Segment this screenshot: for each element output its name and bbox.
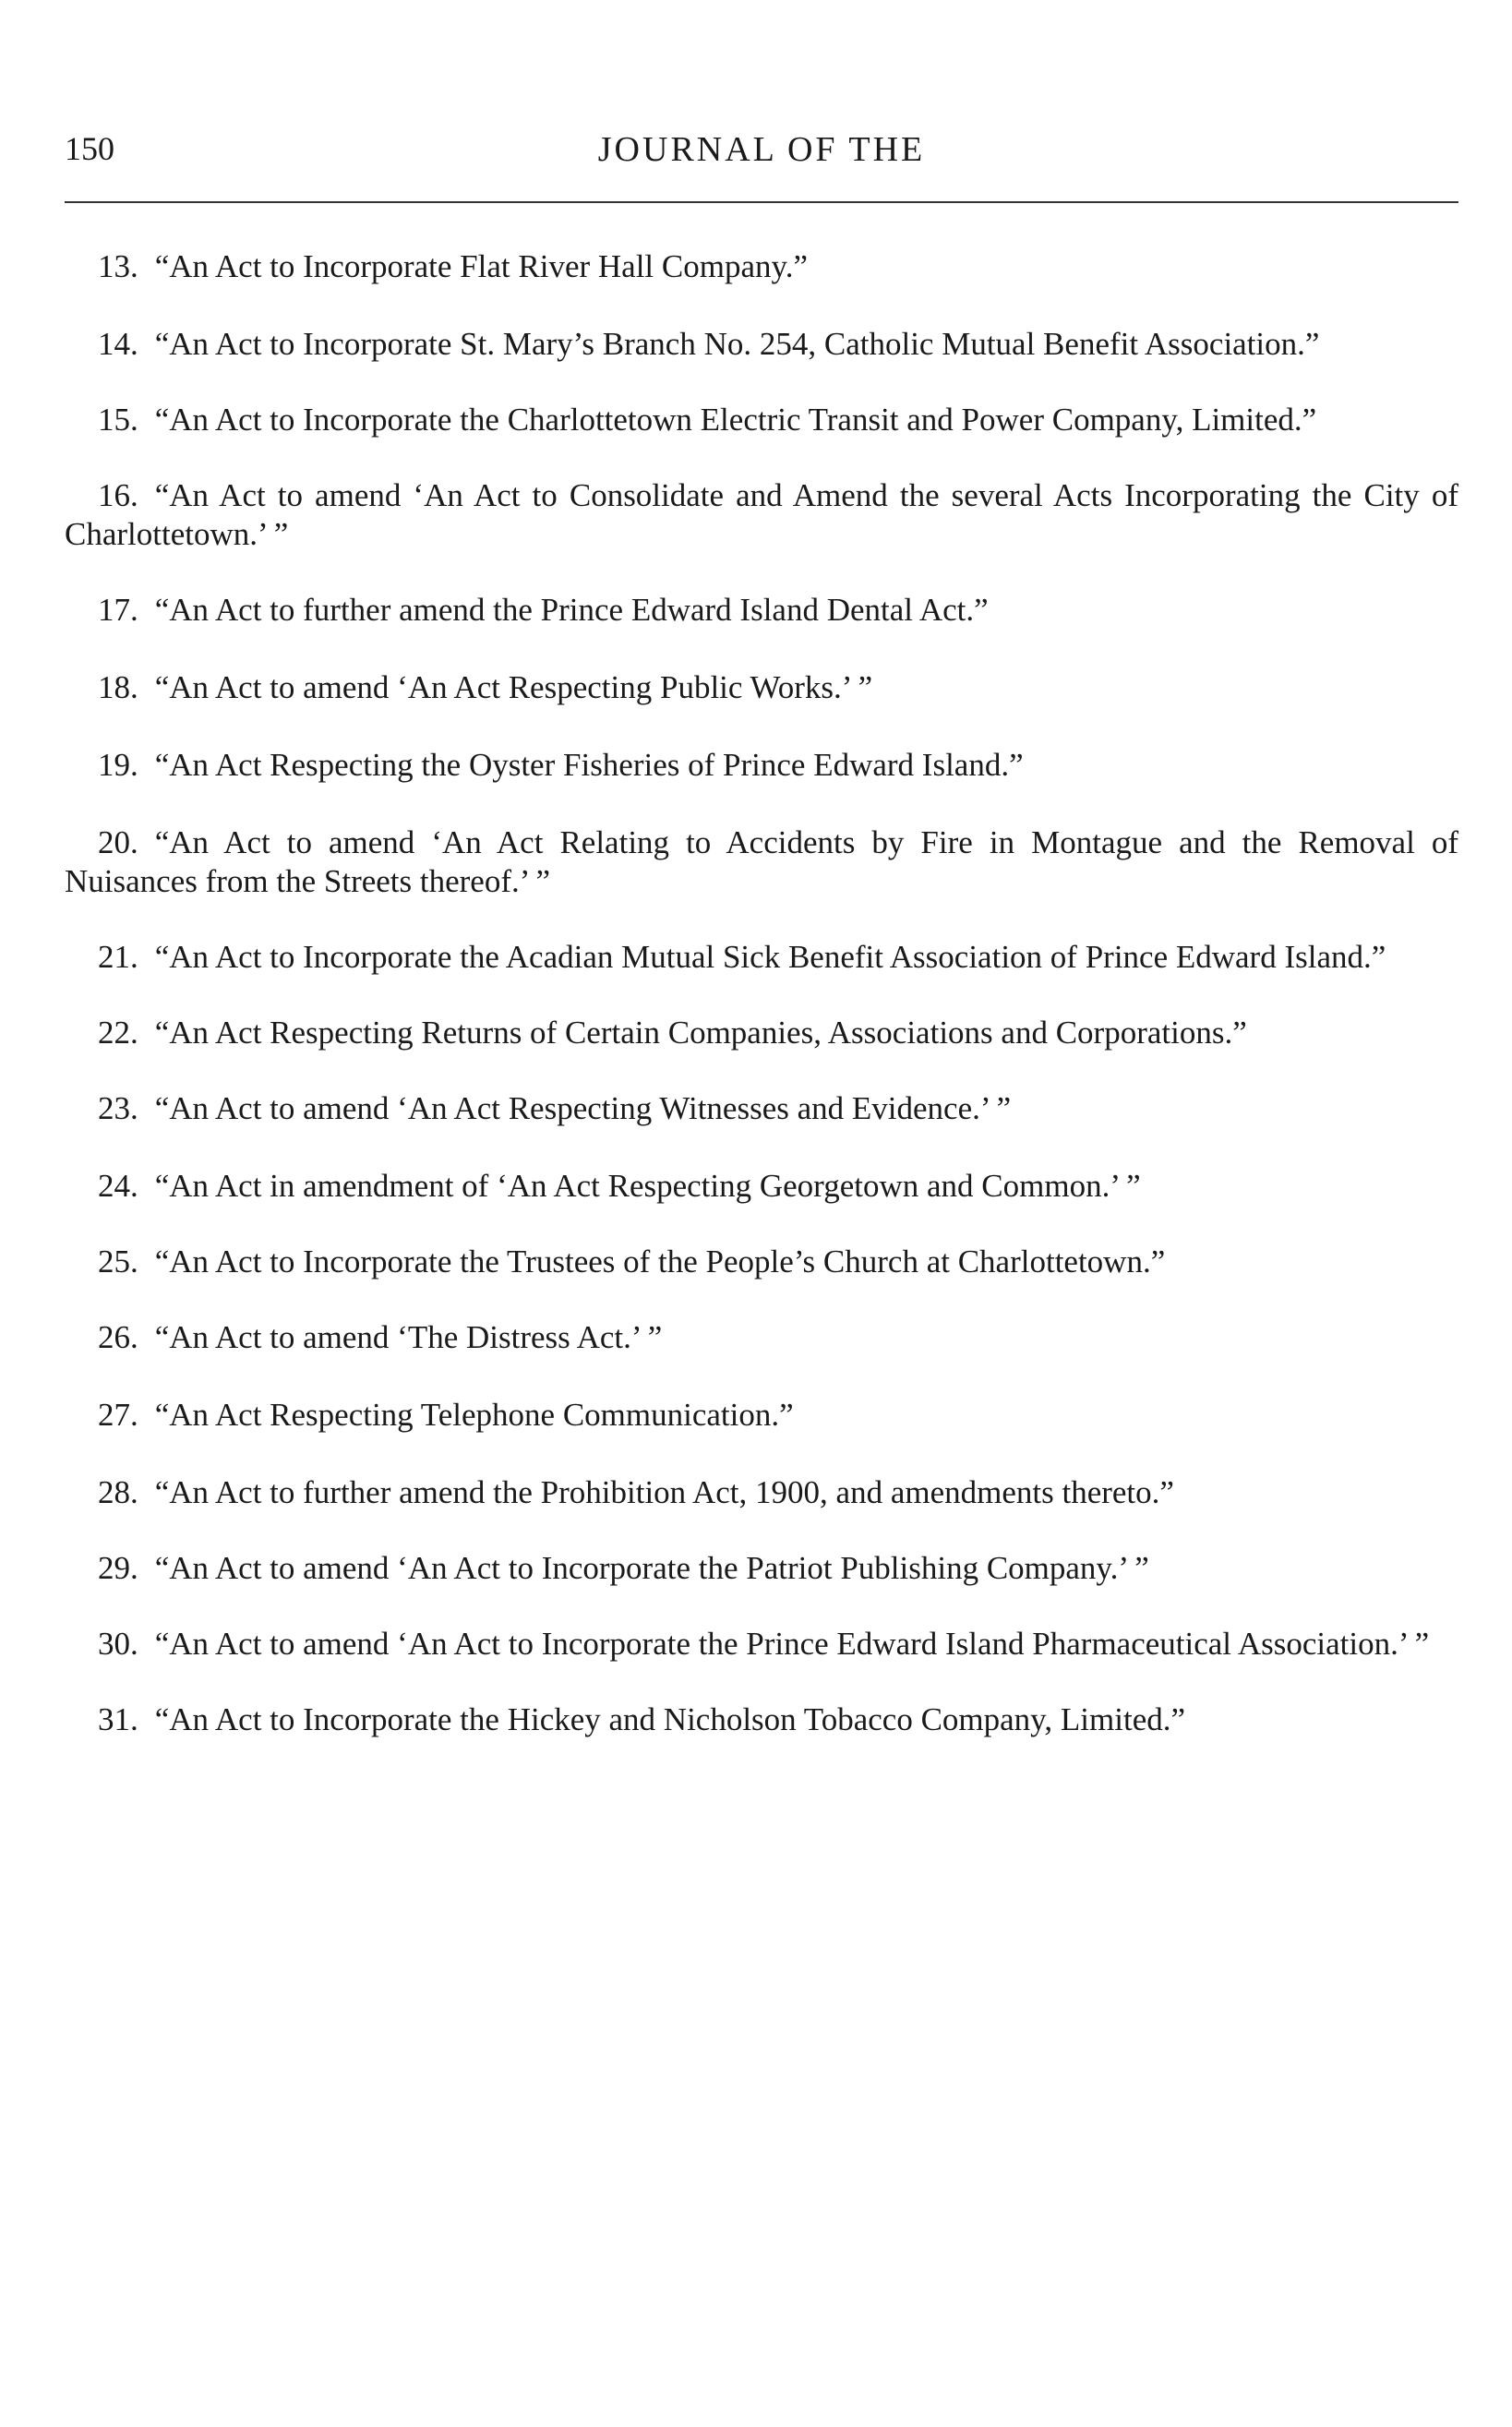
- entry-text: “An Act to Incorporate St. Mary’s Branch No. 254, Catholic Mutual Benefit Association.”: [154, 326, 1320, 362]
- act-entry-16: [65, 476, 1458, 554]
- page-number: 150: [65, 130, 114, 167]
- entry-text: “An Act Respecting Telephone Communication.”: [154, 1397, 794, 1433]
- entry-number: 28.: [98, 1474, 138, 1510]
- entry-number: 19.: [98, 747, 138, 783]
- act-entry-20: [65, 823, 1458, 901]
- entry-number: 22.: [98, 1015, 138, 1051]
- header-rule: [65, 201, 1458, 203]
- entry-text: “An Act to amend ‘An Act Relating to Accidents by Fire in Montague and the Removal of Nuisances from the Streets thereof.’ ”: [65, 824, 1458, 899]
- entry-number: 25.: [98, 1244, 138, 1280]
- entry-number: 15.: [98, 402, 138, 438]
- act-entry-21: [65, 938, 1458, 977]
- act-list: [65, 247, 1458, 1776]
- entry-text: “An Act to amend ‘An Act to Consolidate and Amend the several Acts Incorporating the City of Charlottetown.’ ”: [65, 477, 1458, 552]
- entry-number: 14.: [98, 326, 138, 362]
- act-entry-15: [65, 401, 1458, 439]
- act-entry-17: [65, 591, 1458, 630]
- page-header: [65, 129, 1458, 185]
- act-entry-30: [65, 1625, 1458, 1664]
- act-entry-22: [65, 1014, 1458, 1052]
- act-entry-18: [65, 668, 1458, 707]
- act-entry-19: [65, 746, 1458, 785]
- entry-text: “An Act Respecting the Oyster Fisheries of Prince Edward Island.”: [154, 747, 1024, 783]
- act-entry-28: [65, 1473, 1458, 1512]
- act-entry-25: [65, 1243, 1458, 1281]
- entry-text: “An Act to amend ‘An Act Respecting Public Works.’ ”: [154, 669, 873, 705]
- entry-text: “An Act to Incorporate the Acadian Mutual Sick Benefit Association of Prince Edward Island.”: [154, 939, 1386, 975]
- entry-number: 24.: [98, 1168, 138, 1204]
- entry-text: “An Act to amend ‘The Distress Act.’ ”: [154, 1319, 663, 1355]
- entry-text: “An Act to further amend the Prince Edward Island Dental Act.”: [154, 592, 989, 628]
- act-entry-13: [65, 247, 1458, 286]
- entry-text: “An Act to amend ‘An Act Respecting Witnesses and Evidence.’ ”: [154, 1090, 1012, 1126]
- entry-number: 23.: [98, 1090, 138, 1126]
- act-entry-23: [65, 1089, 1458, 1128]
- entry-number: 20.: [98, 824, 138, 860]
- entry-number: 13.: [98, 248, 138, 284]
- entry-number: 27.: [98, 1397, 138, 1433]
- entry-text: “An Act to Incorporate the Charlottetown Electric Transit and Power Company, Limited.”: [154, 402, 1317, 438]
- entry-text: “An Act Respecting Returns of Certain Companies, Associations and Corporations.”: [154, 1015, 1247, 1051]
- entry-text: “An Act to Incorporate Flat River Hall Company.”: [154, 248, 809, 284]
- entry-text: “An Act in amendment of ‘An Act Respecting Georgetown and Common.’ ”: [154, 1168, 1141, 1204]
- entry-number: 26.: [98, 1319, 138, 1355]
- act-entry-26: [65, 1318, 1458, 1357]
- entry-number: 30.: [98, 1626, 138, 1662]
- act-entry-29: [65, 1549, 1458, 1588]
- entry-number: 18.: [98, 669, 138, 705]
- act-entry-27: [65, 1396, 1458, 1435]
- entry-text: “An Act to further amend the Prohibition Act, 1900, and amendments thereto.”: [154, 1474, 1174, 1510]
- entry-text: “An Act to Incorporate the Hickey and Nicholson Tobacco Company, Limited.”: [154, 1701, 1186, 1737]
- act-entry-24: [65, 1167, 1458, 1206]
- act-entry-31: [65, 1700, 1458, 1739]
- entry-number: 16.: [98, 477, 138, 513]
- entry-number: 31.: [98, 1701, 138, 1737]
- entry-text: “An Act to Incorporate the Trustees of the People’s Church at Charlottetown.”: [154, 1244, 1166, 1280]
- entry-text: “An Act to amend ‘An Act to Incorporate the Prince Edward Island Pharmaceutical Association.’ ”: [154, 1626, 1430, 1662]
- entry-number: 21.: [98, 939, 138, 975]
- entry-number: 29.: [98, 1550, 138, 1586]
- act-entry-14: [65, 325, 1458, 364]
- entry-text: “An Act to amend ‘An Act to Incorporate the Patriot Publishing Company.’ ”: [154, 1550, 1149, 1586]
- running-head: JOURNAL OF THE: [597, 130, 926, 169]
- entry-number: 17.: [98, 592, 138, 628]
